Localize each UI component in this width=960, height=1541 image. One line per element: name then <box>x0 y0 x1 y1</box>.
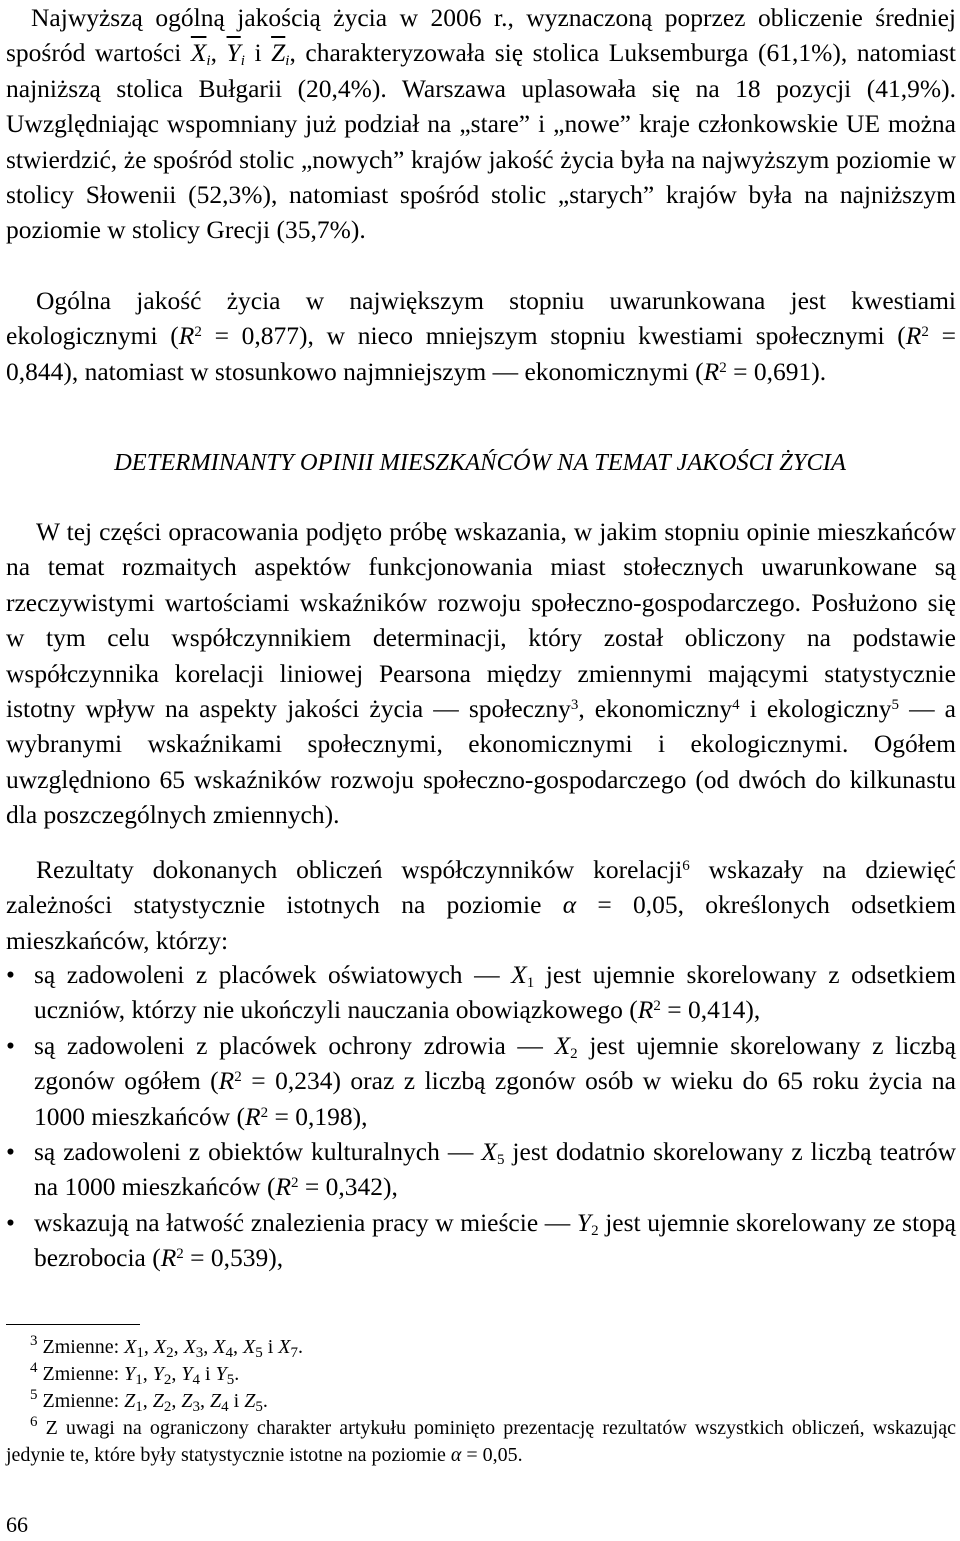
list-item: • wskazują na łatwość znalezienia pracy w mieście — $Y_2$ jest ujemnie skorelowany ze stopą bezrobocia $(R^2 = 0,539)$, <box>6 1205 956 1276</box>
footnote-6: $^6$ Z uwagi na ograniczony charakter artykułu pominięto prezentację rezultatów wszystkich obliczeń, wskazując jedynie te, które były statystycznie istotne na poziomie α = 0,05. <box>6 1413 956 1466</box>
paragraph-results-intro: Rezultaty dokonanych obliczeń współczynników korelacji$^6$ wskazały na dziewięć zależności statystycznie istotnych na poziomie α = 0,05, określonych odsetkiem mieszkańców, którzy: <box>6 855 956 955</box>
footnotes <box>6 1334 956 1469</box>
bullet-icon: • <box>6 1030 15 1060</box>
footnote-3: $^3$ Zmienne: $X_1$, $X_2$, $X_3$, $X_4$, $X_5$ i $X_7$. <box>30 1332 304 1361</box>
list-item: • są zadowoleni z placówek ochrony zdrowia — $X_2$ jest ujemnie skorelowany z liczbą zgonów ogółem $(R^2 = 0,234)$ oraz z liczbą zgonów osób w wieku do 65 roku życia na 1000 mieszkańców $(R^2 = 0,198)$, <box>6 1028 956 1134</box>
footnote-5: $^5$ Zmienne: $Z_1$, $Z_2$, $Z_3$, $Z_4$ i $Z_5$. <box>30 1386 268 1415</box>
bullet-icon: • <box>6 1207 15 1237</box>
bullet-icon: • <box>6 1137 15 1167</box>
list-item: • są zadowoleni z obiektów kulturalnych — $X_5$ jest dodatnio skorelowany z liczbą teatrów na 1000 mieszkańców $(R^2 = 0,342)$, <box>6 1134 956 1205</box>
variable-y-mean: $\overline{Y}$ <box>226 38 241 68</box>
footnote-ref-6: 6 <box>682 857 690 874</box>
footnote-ref-5: 5 <box>891 696 900 713</box>
footnote-separator <box>6 1324 140 1325</box>
variable-z-mean: $\overline{Z}$ <box>271 38 286 68</box>
footnote-4: $^4$ Zmienne: $Y_1$, $Y_2$, $Y_4$ i $Y_5$. <box>30 1359 240 1388</box>
paragraph-quality-of-life-ranking: Najwyższą ogólną jakością życia w 2006 r., wyznaczoną poprzez obliczenie średniej spośród wartości $\overline{X}_i$, $\overline{Y}_i$ i $\overline{Z}_i$, charakteryzowała się stolica Luksemburga (61,1%), natomiast najniższą stolica Bułgarii (20,4%). Warszawa uplasowała się na 18 pozycji (41,9%). Uwzględniając wspomniany już podział na „stare” i „nowe” kraje członkowskie UE można stwierdzić, że spośród stolic „nowych” krajów jakość życia była na najwyższym poziomie w stolicy Słowenii (52,3%), natomiast spośród stolic „starych” krajów była na najniższym poziomie w stolicy Grecji (35,7%). <box>6 3 956 245</box>
paragraph-determination-summary: Ogólna jakość życia w największym stopniu uwarunkowana jest kwestiami ekologicznymi $(R^2 = 0,877)$, w nieco mniejszym stopniu kwestiami społecznymi $(R^2 = 0,844)$, natomiast w stosunkowo najmniejszym — ekonomicznymi $(R^2 = 0,691)$. <box>6 286 956 386</box>
footnote-ref-3: 3 <box>570 696 579 713</box>
paragraph-methodology: W tej części opracowania podjęto próbę wskazania, w jakim stopniu opinie mieszkańców na temat rozmaitych aspektów funkcjonowania miast stołecznych uwarunkowane są rzeczywistymi wartościami wskaźników rozwoju społeczno-gospodarczego. Posłużono się w tym celu współczynnikiem determinacji, który został obliczony na podstawie współczynnika korelacji liniowej Pearsona między zmiennymi mającymi statystycznie istotny wpływ na aspekty jakości życia — społeczny$^3$, ekonomiczny$^4$ i ekologiczny$^5$ — a wybranymi wskaźnikami społecznymi, ekonomicznymi i ekologicznymi. Ogółem uwzględniono 65 wskaźników rozwoju społeczno-gospodarczego (od dwóch do kilkunastu dla poszczególnych zmiennych). <box>6 517 957 830</box>
bullet-icon: • <box>6 960 15 989</box>
footnote-ref-4: 4 <box>732 696 740 713</box>
results-list <box>6 957 956 1276</box>
page-number: 66 <box>6 1512 28 1537</box>
section-heading: DETERMINANTY OPINII MIESZKAŃCÓW NA TEMAT JAKOŚCI ŻYCIA <box>114 449 846 476</box>
variable-x-mean: $\overline{X}$ <box>190 38 207 68</box>
list-item: • są zadowoleni z placówek oświatowych — $X_1$ jest ujemnie skorelowany z odsetkiem uczniów, którzy nie ukończyli nauczania obowiązkowego $(R^2 = 0,414)$, <box>6 957 956 1028</box>
